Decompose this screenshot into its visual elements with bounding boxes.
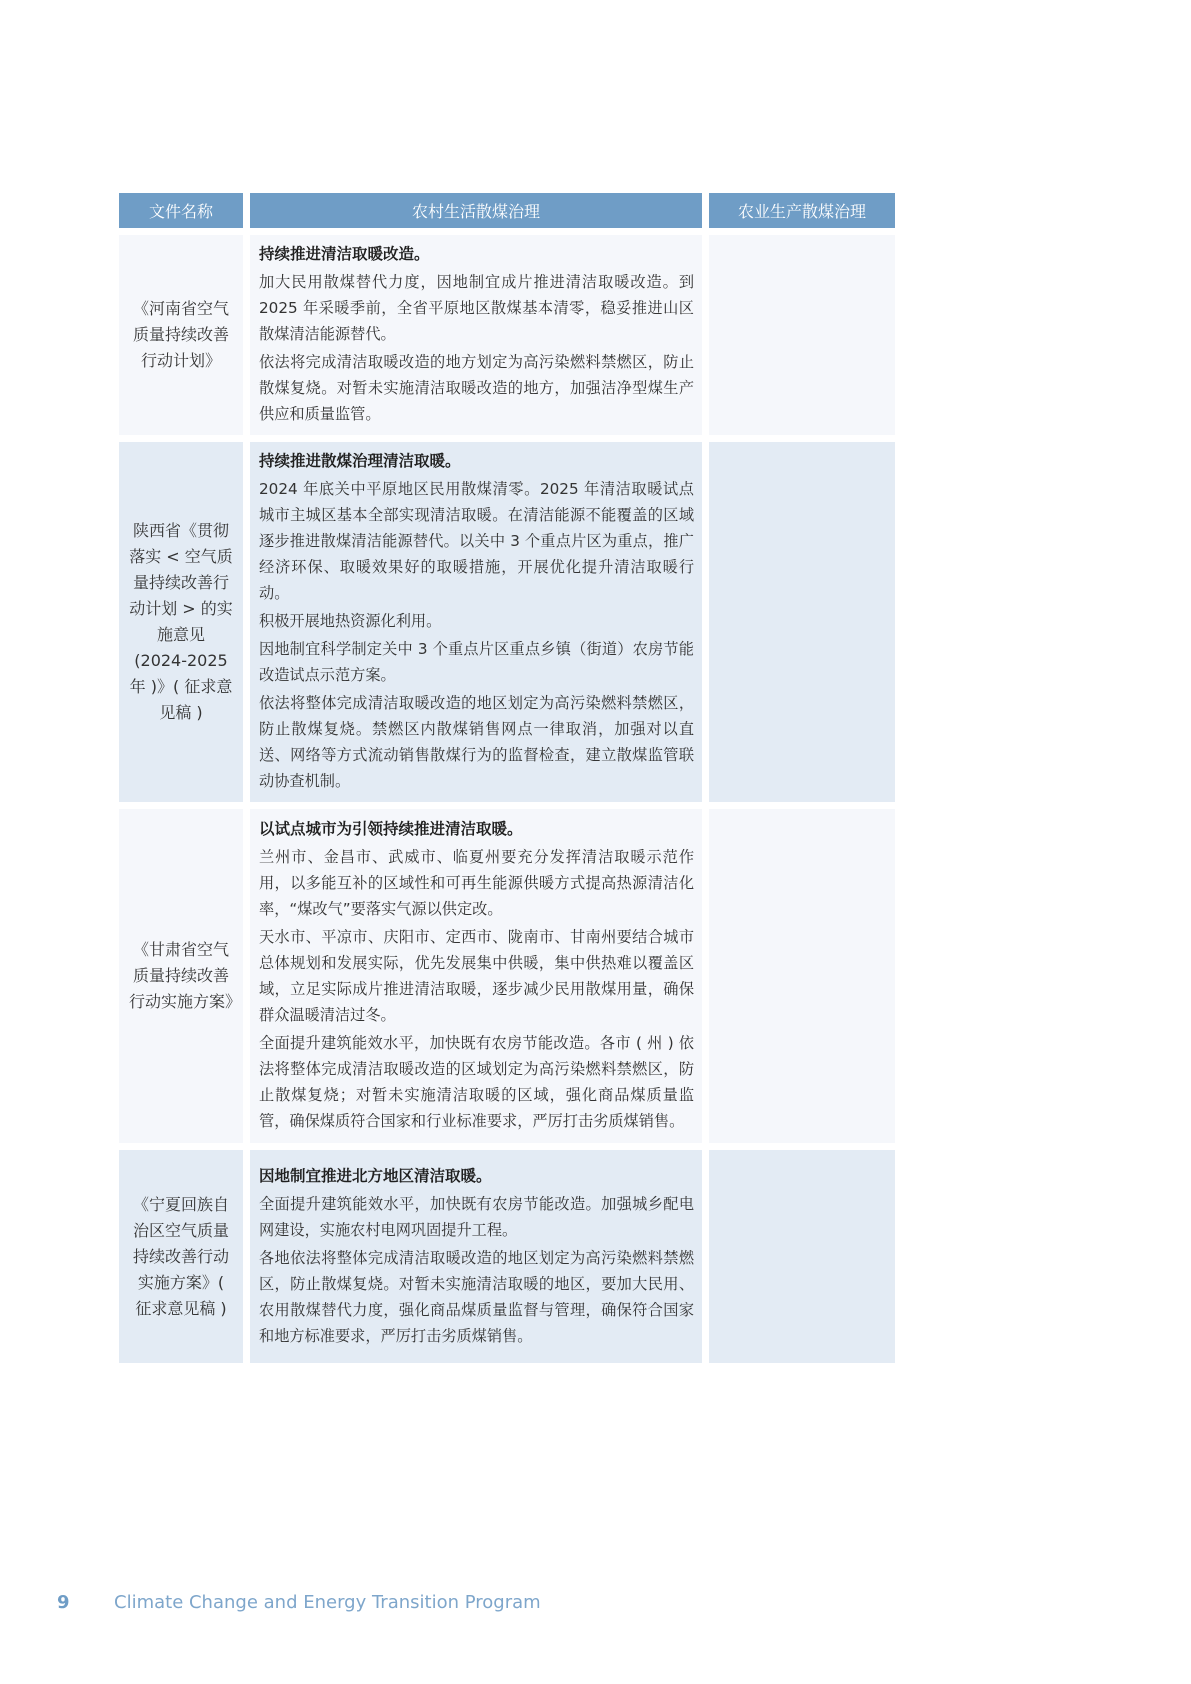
- header-agricultural-coal: 农业生产散煤治理: [709, 193, 895, 228]
- measure-heading: 因地制宜推进北方地区清洁取暖。: [259, 1166, 492, 1185]
- rural-content-cell: [250, 235, 702, 435]
- measure-heading: 持续推进清洁取暖改造。: [259, 245, 430, 263]
- measure-paragraph: 全面提升建筑能效水平，加快既有农房节能改造。加强城乡配电网建设，实施农村电网巩固提升工程。: [259, 1194, 694, 1239]
- table-row: [119, 809, 895, 1143]
- agriculture-content-cell: [709, 1150, 895, 1363]
- policy-table: [112, 186, 902, 1370]
- document-name: 《甘肃省空气质量持续改善行动实施方案》: [129, 940, 242, 1011]
- measure-paragraph: 天水市、平凉市、庆阳市、定西市、陇南市、甘南州要结合城市总体规划和发展实际，优先发展集中供暖，集中供热难以覆盖区域，立足实际成片推进清洁取暖，逐步减少民用散煤用量，确保群众温暖清洁过冬。: [259, 928, 694, 1024]
- measure-heading: 以试点城市为引领持续推进清洁取暖。: [259, 820, 523, 838]
- agriculture-content-cell: [709, 809, 895, 1143]
- page-number: 9: [57, 1592, 70, 1613]
- agriculture-content-cell: [709, 442, 895, 802]
- header-document-name: 文件名称: [119, 193, 243, 228]
- header-rural-living-coal: 农村生活散煤治理: [250, 193, 702, 228]
- measure-paragraph: 各地依法将整体完成清洁取暖改造的地区划定为高污染燃料禁燃区，防止散煤复烧。对暂未实施清洁取暖的地区，要加大民用、农用散煤替代力度，强化商品煤质量监督与管理，确保符合国家和地方标准要求，严厉打击劣质煤销售。: [259, 1248, 694, 1345]
- document-name: 《河南省空气质量持续改善行动计划》: [132, 299, 229, 370]
- table-row: [119, 235, 895, 435]
- document-name-cell: [119, 809, 243, 1143]
- measure-heading: 持续推进散煤治理清洁取暖。: [259, 452, 461, 470]
- agriculture-content-cell: [709, 235, 895, 435]
- rural-content-cell: [250, 442, 702, 802]
- measure-paragraph: 依法将整体完成清洁取暖改造的地区划定为高污染燃料禁燃区，防止散煤复烧。禁燃区内散煤销售网点一律取消，加强对以直送、网络等方式流动销售散煤行为的监督检查，建立散煤监管联动协查机制。: [259, 694, 694, 790]
- document-name-cell: [119, 1150, 243, 1363]
- table-header-row: [119, 193, 895, 228]
- table-row: [119, 1150, 895, 1363]
- rural-content-cell: [250, 1150, 702, 1363]
- document-name-cell: [119, 442, 243, 802]
- measure-paragraph: 因地制宜科学制定关中 3 个重点片区重点乡镇（街道）农房节能改造试点示范方案。: [259, 640, 694, 684]
- measure-paragraph: 全面提升建筑能效水平，加快既有农房节能改造。各市 ( 州 ) 依法将整体完成清洁取暖改造的区域划定为高污染燃料禁燃区，防止散煤复烧；对暂未实施清洁取暖的区域，强化商品煤质量监管，确保煤质符合国家和行业标准要求，严厉打击劣质煤销售。: [259, 1034, 694, 1130]
- measure-paragraph: 积极开展地热资源化利用。: [259, 612, 442, 630]
- document-name: 陕西省《贯彻落实 < 空气质量持续改善行动计划 > 的实施意见 (2024-2025 年 )》( 征求意见稿 ): [129, 521, 233, 722]
- measure-paragraph: 兰州市、金昌市、武威市、临夏州要充分发挥清洁取暖示范作用，以多能互补的区域性和可再生能源供暖方式提高热源清洁化率，“煤改气”要落实气源以供定改。: [259, 848, 694, 918]
- measure-paragraph: 依法将完成清洁取暖改造的地方划定为高污染燃料禁燃区，防止散煤复烧。对暂未实施清洁取暖改造的地方，加强洁净型煤生产供应和质量监管。: [259, 353, 694, 423]
- measure-paragraph: 2024 年底关中平原地区民用散煤清零。2025 年清洁取暖试点城市主城区基本全部实现清洁取暖。在清洁能源不能覆盖的区域逐步推进散煤清洁能源替代。以关中 3 个重点片区为重点，推广经济环保、取暖效果好的取暖措施，开展优化提升清洁取暖行动。: [259, 480, 694, 602]
- program-name: Climate Change and Energy Transition Program: [114, 1592, 541, 1613]
- table-row: [119, 442, 895, 802]
- document-name-cell: [119, 235, 243, 435]
- measure-paragraph: 加大民用散煤替代力度，因地制宜成片推进清洁取暖改造。到 2025 年采暖季前，全省平原地区散煤基本清零，稳妥推进山区散煤清洁能源替代。: [259, 273, 694, 343]
- rural-content-cell: [250, 809, 702, 1143]
- document-name: 《宁夏回族自治区空气质量持续改善行动实施方案》( 征求意见稿 ): [132, 1194, 229, 1318]
